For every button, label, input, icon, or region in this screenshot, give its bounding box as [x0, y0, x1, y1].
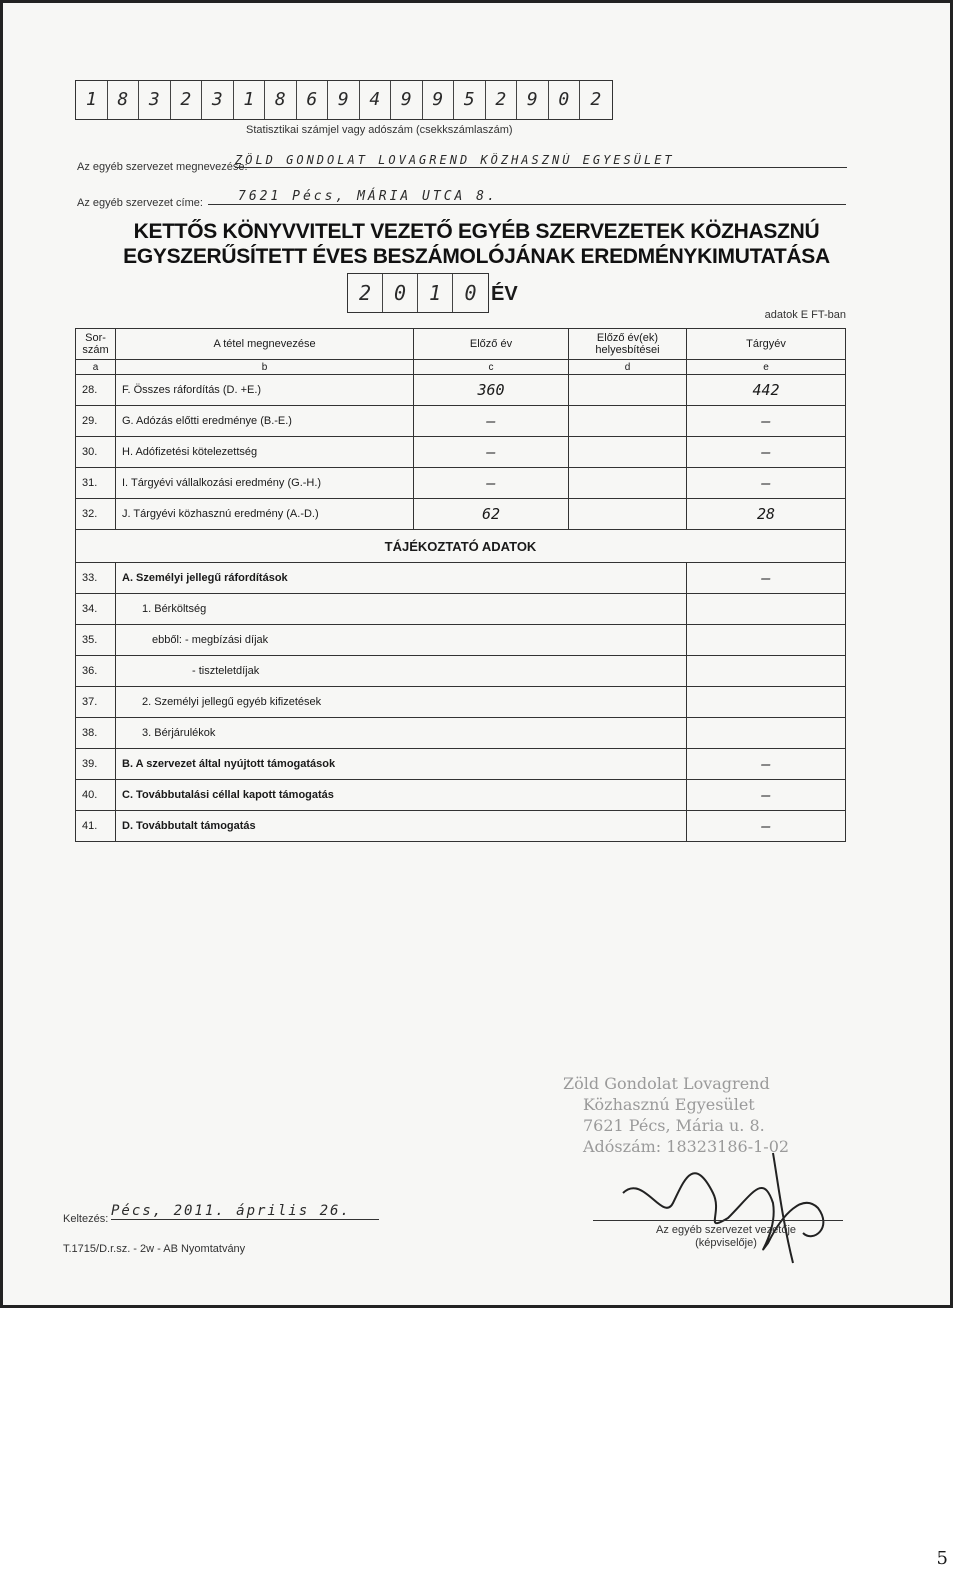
- table-row: [76, 437, 846, 468]
- row-current-year: —: [687, 780, 846, 811]
- year-digit: 0: [383, 274, 418, 312]
- row-current-year: [687, 625, 846, 656]
- table-row: [76, 406, 846, 437]
- row-name: D. Továbbutalt támogatás: [116, 811, 687, 842]
- row-current-year: 28: [687, 499, 846, 530]
- tax-id-digit: 0: [549, 81, 581, 119]
- signature-line: [593, 1220, 843, 1221]
- table-row: [76, 594, 846, 625]
- row-number: 41.: [76, 811, 116, 842]
- section-title: TÁJÉKOZTATÓ ADATOK: [76, 530, 846, 563]
- units-note: adatok E FT-ban: [764, 309, 846, 321]
- row-name: ebből: - megbízási díjak: [116, 625, 687, 656]
- table-row: [76, 499, 846, 530]
- tax-id-digit: 8: [265, 81, 297, 119]
- letter-d: d: [569, 360, 687, 375]
- row-name: 3. Bérjárulékok: [116, 718, 687, 749]
- tax-id-digit: 2: [486, 81, 518, 119]
- year-digit: 2: [348, 274, 383, 312]
- table-row: [76, 749, 846, 780]
- org-address-value: 7621 Pécs, MÁRIA UTCA 8.: [208, 189, 846, 205]
- row-previous-year: —: [414, 437, 569, 468]
- table-row: [76, 468, 846, 499]
- row-name: B. A szervezet által nyújtott támogatások: [116, 749, 687, 780]
- row-name: F. Összes ráfordítás (D. +E.): [116, 375, 414, 406]
- row-adjustments: [569, 437, 687, 468]
- table-row: [76, 811, 846, 842]
- letter-a: a: [76, 360, 116, 375]
- row-previous-year: 360: [414, 375, 569, 406]
- row-number: 39.: [76, 749, 116, 780]
- row-number: 31.: [76, 468, 116, 499]
- row-current-year: [687, 718, 846, 749]
- row-current-year: —: [687, 749, 846, 780]
- row-number: 35.: [76, 625, 116, 656]
- row-name: 1. Bérköltség: [116, 594, 687, 625]
- row-name: G. Adózás előtti eredménye (B.-E.): [116, 406, 414, 437]
- letter-b: b: [116, 360, 414, 375]
- row-number: 36.: [76, 656, 116, 687]
- row-adjustments: [569, 406, 687, 437]
- tax-id-caption: Statisztikai számjel vagy adószám (csekkszámlaszám): [246, 124, 513, 136]
- row-number: 38.: [76, 718, 116, 749]
- stamp-line: 7621 Pécs, Mária u. 8.: [583, 1116, 765, 1135]
- row-name: C. Továbbutalási céllal kapott támogatás: [116, 780, 687, 811]
- row-current-year: —: [687, 563, 846, 594]
- tax-id-digit: 9: [517, 81, 549, 119]
- tax-id-digit: 3: [139, 81, 171, 119]
- table-row: [76, 625, 846, 656]
- form-title-line-1: KETTŐS KÖNYVVITELT VEZETŐ EGYÉB SZERVEZETEK KÖZHASZNÚ: [133, 220, 820, 243]
- table-row: [76, 780, 846, 811]
- row-current-year: —: [687, 406, 846, 437]
- table-row: [76, 687, 846, 718]
- stamp-line: Adószám: 18323186-1-02: [583, 1137, 790, 1156]
- tax-id-digit: 2: [171, 81, 203, 119]
- table-row: [76, 718, 846, 749]
- page-number: 5: [936, 1548, 948, 1569]
- header-current-year: Tárgyév: [687, 329, 846, 360]
- row-number: 40.: [76, 780, 116, 811]
- row-current-year: —: [687, 811, 846, 842]
- signature: [603, 1133, 853, 1273]
- row-number: 37.: [76, 687, 116, 718]
- tax-id-boxes: [75, 80, 613, 120]
- tax-id-digit: 8: [108, 81, 140, 119]
- row-number: 29.: [76, 406, 116, 437]
- row-number: 32.: [76, 499, 116, 530]
- table-row: [76, 563, 846, 594]
- row-previous-year: 62: [414, 499, 569, 530]
- row-previous-year: —: [414, 468, 569, 499]
- letter-e: e: [687, 360, 846, 375]
- section-row: [76, 530, 846, 563]
- signature-caption: Az egyéb szervezet vezetője (képviselője): [655, 1224, 797, 1249]
- header-adjustments: Előző év(ek) helyesbítései: [569, 329, 687, 360]
- org-name-label: Az egyéb szervezet megnevezése:: [77, 161, 248, 173]
- form-title-line-2: EGYSZERŰSÍTETT ÉVES BESZÁMOLÓJÁNAK EREDMÉNYKIMUTATÁSA: [123, 245, 830, 268]
- row-number: 34.: [76, 594, 116, 625]
- row-previous-year: —: [414, 406, 569, 437]
- table-letters-row: [76, 360, 846, 375]
- row-adjustments: [569, 375, 687, 406]
- year-digit: 0: [464, 281, 477, 305]
- table-row: [76, 656, 846, 687]
- letter-c: c: [414, 360, 569, 375]
- tax-id-digit: 3: [202, 81, 234, 119]
- row-current-year: [687, 594, 846, 625]
- stamp-line: Zöld Gondolat Lovagrend: [563, 1074, 770, 1093]
- row-name: - tiszteletdíjak: [116, 656, 687, 687]
- row-current-year: 442: [687, 375, 846, 406]
- table-row: [76, 375, 846, 406]
- row-name: J. Tárgyévi közhasznú eredmény (A.-D.): [116, 499, 414, 530]
- row-current-year: [687, 687, 846, 718]
- row-adjustments: [569, 468, 687, 499]
- stamp-line: Közhasznú Egyesület: [583, 1095, 755, 1114]
- header-sorszam: Sor- szám: [76, 329, 116, 360]
- row-name: I. Tárgyévi vállalkozási eredmény (G.-H.): [116, 468, 414, 499]
- row-current-year: [687, 656, 846, 687]
- year-boxes: [347, 273, 489, 313]
- income-statement-table: [75, 328, 846, 842]
- row-adjustments: [569, 499, 687, 530]
- row-number: 30.: [76, 437, 116, 468]
- tax-id-digit: 6: [297, 81, 329, 119]
- header-item-name: A tétel megnevezése: [116, 329, 414, 360]
- tax-id-digit: 2: [590, 89, 602, 110]
- row-number: 33.: [76, 563, 116, 594]
- tax-id-digit: 9: [423, 81, 455, 119]
- row-current-year: —: [687, 437, 846, 468]
- tax-id-digit: 1: [234, 81, 266, 119]
- row-name: 2. Személyi jellegű egyéb kifizetések: [116, 687, 687, 718]
- row-current-year: —: [687, 468, 846, 499]
- tax-id-digit: 4: [360, 81, 392, 119]
- row-name: A. Személyi jellegű ráfordítások: [116, 563, 687, 594]
- org-name-value: ZÖLD GONDOLAT LOVAGREND KÖZHASZNÚ EGYESÜLET: [235, 153, 847, 168]
- tax-id-digit: 5: [454, 81, 486, 119]
- year-digit: 1: [418, 274, 453, 312]
- row-number: 28.: [76, 375, 116, 406]
- table-header-row: [76, 329, 846, 360]
- org-address-label: Az egyéb szervezet címe:: [77, 197, 203, 209]
- form-code: T.1715/D.r.sz. - 2w - AB Nyomtatvány: [63, 1243, 246, 1255]
- tax-id-digit: 9: [391, 81, 423, 119]
- tax-id-digit: 1: [76, 81, 108, 119]
- tax-id-digit: 9: [328, 81, 360, 119]
- row-name: H. Adófizetési kötelezettség: [116, 437, 414, 468]
- header-previous-year: Előző év: [414, 329, 569, 360]
- kelt-label: Keltezés:: [63, 1213, 109, 1225]
- kelt-value: Pécs, 2011. április 26.: [111, 1203, 379, 1220]
- year-label: ÉV: [491, 283, 518, 305]
